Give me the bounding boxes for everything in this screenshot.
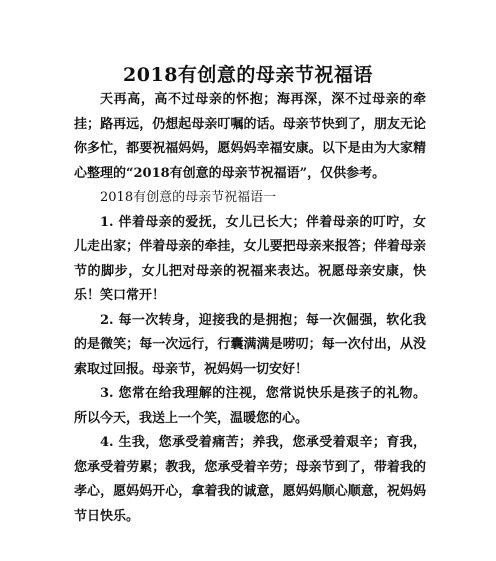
document-title: 2018有创意的母亲节祝福语 bbox=[123, 64, 373, 86]
intro-paragraph: 天再高，高不过母亲的怀抱；海再深，深不过母亲的牵挂；路再远，仍想起母亲叮嘱的话。母亲节快到了，朋友无论你多忙，都要祝福妈妈，愿妈妈幸福安康。以下是由为大家精心整理的“2018有创意的母亲节祝福语”，仅供参考。 bbox=[74, 92, 426, 181]
blessing-item-3: 3. 您常在给我理解的注视，您常说快乐是孩子的礼物。所以今天，我送上一个笑，温暖您的心。 bbox=[74, 386, 426, 426]
blessing-item-1: 1. 伴着母亲的爱抚，女儿已长大；伴着母亲的叮咛，女儿走出家；伴着母亲的牵挂，女儿要把母亲来报答；伴着母亲节的脚步，女儿把对母亲的祝福来表达。祝愿母亲安康，快乐！笑口常开！ bbox=[74, 214, 426, 303]
blessing-item-2: 2. 每一次转身，迎接我的是拥抱；每一次倔强，软化我的是微笑；每一次远行，行囊满满是唠叨；每一次付出，从没索取过回报。母亲节，祝妈妈一切安好！ bbox=[74, 312, 426, 377]
document-body bbox=[74, 88, 426, 529]
blessing-item-4: 4. 生我，您承受着痛苦；养我，您承受着艰辛；育我，您承受着劳累；教我，您承受着辛劳；母亲节到了，带着我的孝心，愿妈妈开心，拿着我的诚意，愿妈妈顺心顺意，祝妈妈节日快乐。 bbox=[74, 435, 426, 524]
section-heading: 2018有创意的母亲节祝福语一 bbox=[100, 190, 277, 205]
